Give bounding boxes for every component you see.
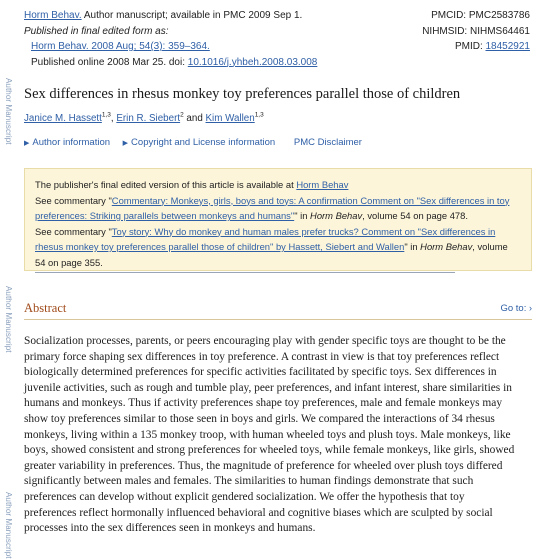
author-separator: , — [110, 113, 117, 124]
abstract-line: processes into the sex differences seen in monkeys and humans. — [24, 522, 316, 535]
commentary-2-link-cont[interactable]: rhesus monkey toy preferences parallel those of children" by Hassett, Siebert and Wallen — [35, 241, 405, 252]
pmid — [330, 39, 530, 55]
copyright-label: Copyright and License information — [131, 137, 276, 148]
commentary-1 — [35, 193, 521, 224]
publisher-version-link[interactable]: Horm Behav — [296, 179, 349, 190]
abstract-text — [24, 334, 532, 537]
commentary-suffix: " in — [404, 241, 421, 252]
published-final-label: Published in final edited form as: — [24, 25, 169, 37]
commentary-journal: Horm Behav — [310, 210, 363, 221]
doi-link[interactable]: 10.1016/j.yhbeh.2008.03.008 — [187, 56, 318, 68]
triangle-right-icon: ▶ — [24, 140, 30, 147]
notice-line — [35, 177, 521, 193]
commentary-prefix: See commentary " — [35, 225, 112, 237]
article-title: Sex differences in rhesus monkey toy preferences parallel those of children — [24, 86, 461, 102]
author-manuscript-side-label: Author Manuscript — [4, 286, 13, 353]
manuscript-note: Author manuscript; available in PMC 2009 Sep 1. — [81, 10, 303, 21]
commentary-journal: Horm Behav — [420, 241, 473, 252]
identifiers-block — [330, 8, 530, 55]
commentary-suffix: , volume — [472, 241, 508, 252]
author-affiliation: 2 — [180, 111, 184, 119]
article-info-links — [24, 137, 372, 148]
abstract-line: show toy preferences similar to those seen in boys and girls. We compared the interactions of 34 rhesus — [24, 412, 495, 425]
abstract-line: preferences reflect hormonally influenced behavioral and cognitive biases which are sculpted by social — [24, 506, 493, 519]
citation-link[interactable]: Horm Behav. 2008 Aug; 54(3): 359–364. — [31, 41, 210, 52]
nihmsid: NIHMSID: NIHMS64461 — [422, 25, 530, 37]
journal-link[interactable]: Horm Behav. — [24, 10, 82, 21]
author-affiliation: 1,3 — [101, 111, 111, 119]
publisher-notice — [24, 168, 532, 271]
pmc-disclaimer-label: PMC Disclaimer — [293, 137, 362, 148]
abstract-line: significantly between males and females. The similarities to human findings demonstrate that such — [24, 475, 474, 488]
author-link[interactable]: Janice M. Hassett — [24, 113, 102, 124]
abstract-line: juvenile activities, such as rough and tumble play, peer preferences, and infant interest, share similarities in — [24, 381, 512, 394]
published-online-text: Published online 2008 Mar 25. doi: — [31, 56, 188, 68]
pmid-label: PMID: — [454, 41, 486, 52]
commentary-suffix: 54 on page 355. — [35, 256, 103, 268]
pmcid: PMCID: PMC2583786 — [431, 10, 530, 21]
abstract-line: greater variability in preferences. Thus, the magnitude of preference for wheeled over plush toys differed — [24, 459, 503, 472]
pmc-disclaimer-link[interactable] — [294, 137, 362, 148]
author-separator: and — [183, 113, 206, 124]
goto-button[interactable] — [500, 303, 532, 314]
abstract-line: monkeys, living within a 135 monkey troop, with human wheeled toys and plush toys. Male monkeys, like — [24, 428, 511, 441]
manuscript-line — [24, 8, 354, 24]
citation-block — [24, 8, 354, 70]
abstract-line: primary force shaping sex differences in toy preference. A contrast in view is that toy preferences reflect — [24, 350, 500, 363]
abstract-line: preferences can develop without explicit gendered socialization. We offer the hypothesis that toy — [24, 490, 465, 503]
author-information-toggle[interactable] — [24, 137, 110, 148]
abstract-line: boys, showed consistent and strong preferences for wheeled toys, while female monkeys, like girls, showed — [24, 444, 515, 457]
triangle-right-icon: ▶ — [122, 140, 129, 147]
author-link[interactable]: Erin R. Siebert — [116, 113, 181, 124]
commentary-prefix: See commentary " — [35, 194, 112, 206]
divider — [35, 272, 455, 273]
commentary-suffix: " in — [294, 210, 311, 221]
author-list — [24, 113, 264, 124]
commentary-2 — [35, 224, 521, 271]
citation-line — [24, 39, 354, 55]
abstract-line: humans and monkeys. Thus if activity preferences shape toy preferences, male and female monkeys may — [24, 397, 503, 410]
author-link[interactable]: Kim Wallen — [205, 113, 255, 124]
abstract-line: biologically determined preferences for specific activities facilitated by specific toys. Sex differences in — [24, 366, 497, 379]
commentary-1-link-cont[interactable]: preferences: Striking parallels between monkeys and humans" — [35, 210, 295, 221]
pmid-link[interactable]: 18452921 — [485, 41, 530, 52]
goto-label: Go to: — [500, 303, 527, 314]
author-affiliation: 1,3 — [254, 111, 264, 119]
author-information-label: Author information — [32, 137, 111, 148]
commentary-1-link[interactable]: Commentary: Monkeys, girls, boys and toys: A confirmation Comment on "Sex differences in toy — [111, 194, 510, 206]
author-manuscript-side-label: Author Manuscript — [4, 78, 13, 145]
abstract-line: Socialization processes, parents, or peers encouraging play with gender specific toys are thought to be the — [24, 335, 506, 347]
published-online-line — [24, 55, 354, 71]
notice-text: The publisher's final edited version of this article is available at — [35, 179, 297, 190]
commentary-2-link[interactable]: Toy story: Why do monkey and human males prefer trucks? Comment on "Sex differences in — [111, 225, 496, 237]
chevron-right-icon: › — [529, 303, 532, 313]
abstract-header — [24, 297, 532, 320]
abstract-heading: Abstract — [24, 301, 67, 315]
copyright-toggle[interactable] — [123, 137, 276, 148]
author-manuscript-side-label: Author Manuscript — [4, 492, 13, 559]
commentary-suffix: , volume 54 on page 478. — [362, 210, 468, 221]
